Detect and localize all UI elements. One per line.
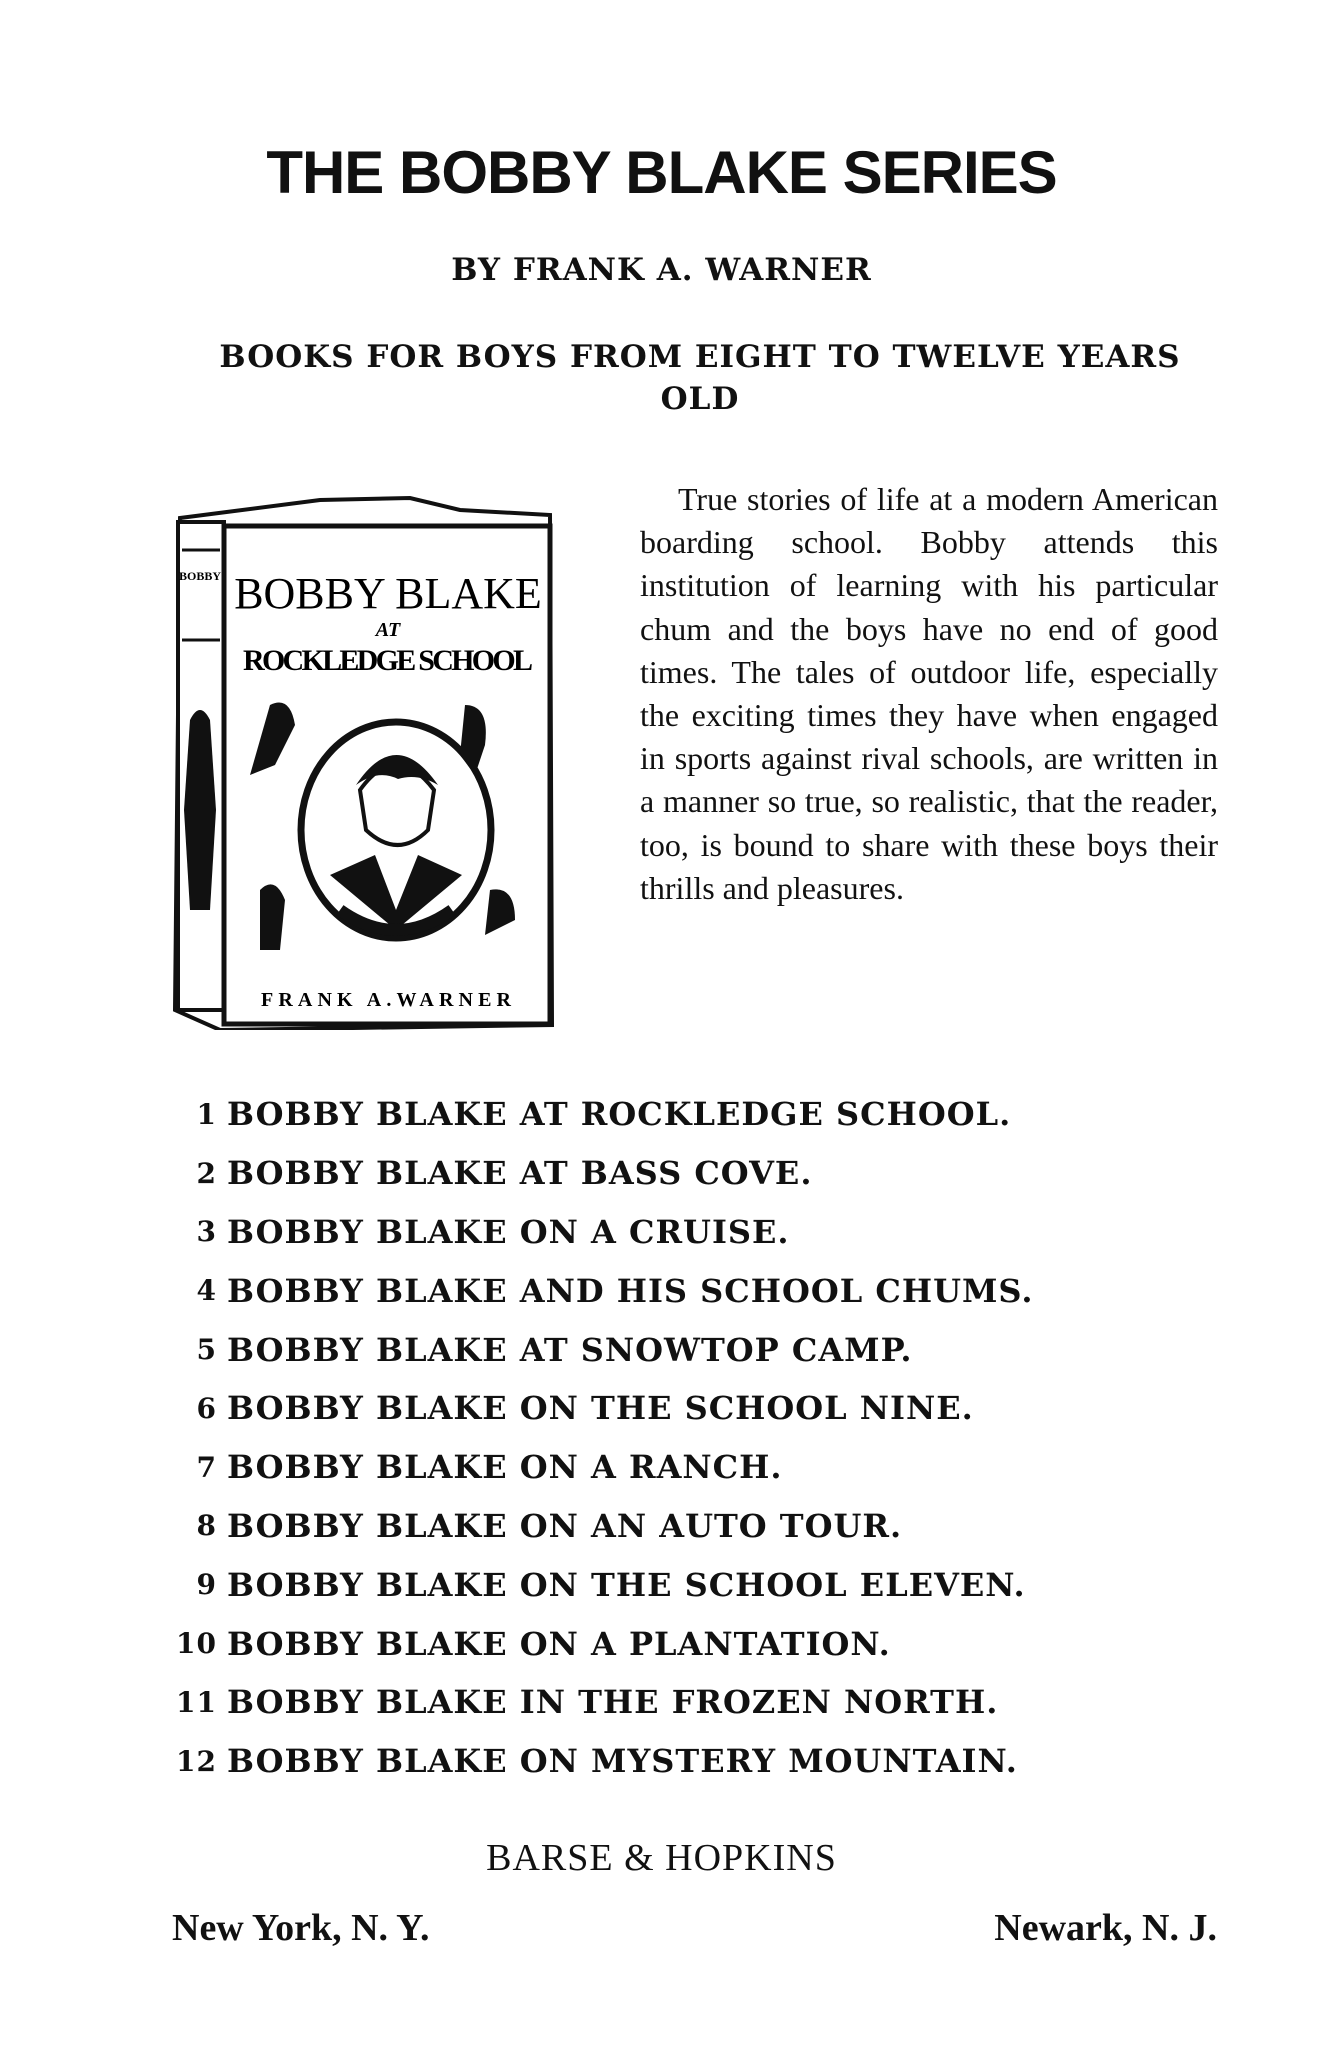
page-title: THE BOBBY BLAKE SERIES [266, 139, 1057, 206]
list-item-title: BOBBY BLAKE AT SNOWTOP CAMP. [227, 1330, 913, 1369]
list-item [165, 1085, 1165, 1144]
list-item [165, 1144, 1165, 1203]
list-item-title: BOBBY BLAKE ON THE SCHOOL NINE. [227, 1389, 974, 1428]
list-item-number: 7 [196, 1450, 217, 1484]
list-item-title: BOBBY BLAKE AT ROCKLEDGE SCHOOL. [227, 1095, 1012, 1134]
list-item-title: BOBBY BLAKE ON THE SCHOOL ELEVEN. [227, 1565, 1026, 1604]
subtitle: BOOKS FOR BOYS FROM EIGHT TO TWELVE YEARS OLD [219, 339, 1181, 417]
list-item-number: 3 [196, 1215, 217, 1249]
list-item-number: 11 [176, 1685, 217, 1719]
list-item-number: 1 [196, 1097, 217, 1131]
list-item-number: 6 [196, 1391, 217, 1425]
svg-text:BOBBY: BOBBY [178, 569, 222, 583]
author-line: BY FRANK A. WARNER [451, 252, 872, 288]
list-item [165, 1732, 1165, 1791]
cover-title-at: AT [375, 619, 401, 641]
list-item [165, 1555, 1165, 1614]
book-cover-illustration [160, 490, 560, 1030]
list-item [165, 1614, 1165, 1673]
cover-title-line2: ROCKLEDGE SCHOOL [243, 644, 533, 677]
list-item-number: 2 [196, 1156, 217, 1190]
list-item-title: BOBBY BLAKE ON AN AUTO TOUR. [227, 1506, 903, 1545]
list-item-number: 10 [176, 1627, 217, 1661]
publisher-city-newark: Newark, N. J. [994, 1907, 1217, 1949]
list-item-number: 8 [196, 1509, 217, 1543]
list-item-number: 12 [176, 1744, 217, 1778]
list-item-number: 5 [196, 1333, 217, 1367]
list-item-title: BOBBY BLAKE AT BASS COVE. [227, 1154, 813, 1193]
list-item [165, 1438, 1165, 1497]
list-item [165, 1497, 1165, 1556]
list-item [165, 1673, 1165, 1732]
list-item-title: BOBBY BLAKE ON A RANCH. [227, 1448, 783, 1487]
publisher: BARSE & HOPKINS [486, 1837, 837, 1879]
list-item-title: BOBBY BLAKE ON A PLANTATION. [227, 1624, 891, 1663]
list-item [165, 1320, 1165, 1379]
list-item-title: BOBBY BLAKE IN THE FROZEN NORTH. [227, 1683, 999, 1722]
series-description: True stories of life at a modern American boarding school. Bobby attends this institution of learning with his particular chum and the boys have no end of good times. The tales of outdoor life, especially the exciting times they have when engaged in sports against rival schools, are written in a manner so true, so realistic, that the reader, too, is bound to share with these boys their thrills and pleasures. [640, 481, 1218, 906]
list-item [165, 1379, 1165, 1438]
list-item [165, 1203, 1165, 1262]
list-item-number: 9 [196, 1568, 217, 1602]
cover-title-line1: BOBBY BLAKE [234, 569, 542, 618]
series-list [165, 1085, 1165, 1791]
list-item-number: 4 [196, 1274, 217, 1308]
cover-author: FRANK A.WARNER [261, 989, 511, 1011]
publisher-city-new-york: New York, N. Y. [172, 1907, 430, 1949]
list-item [165, 1261, 1165, 1320]
list-item-title: BOBBY BLAKE ON A CRUISE. [227, 1212, 790, 1251]
list-item-title: BOBBY BLAKE AND HIS SCHOOL CHUMS. [227, 1271, 1034, 1310]
list-item-title: BOBBY BLAKE ON MYSTERY MOUNTAIN. [227, 1742, 1018, 1781]
